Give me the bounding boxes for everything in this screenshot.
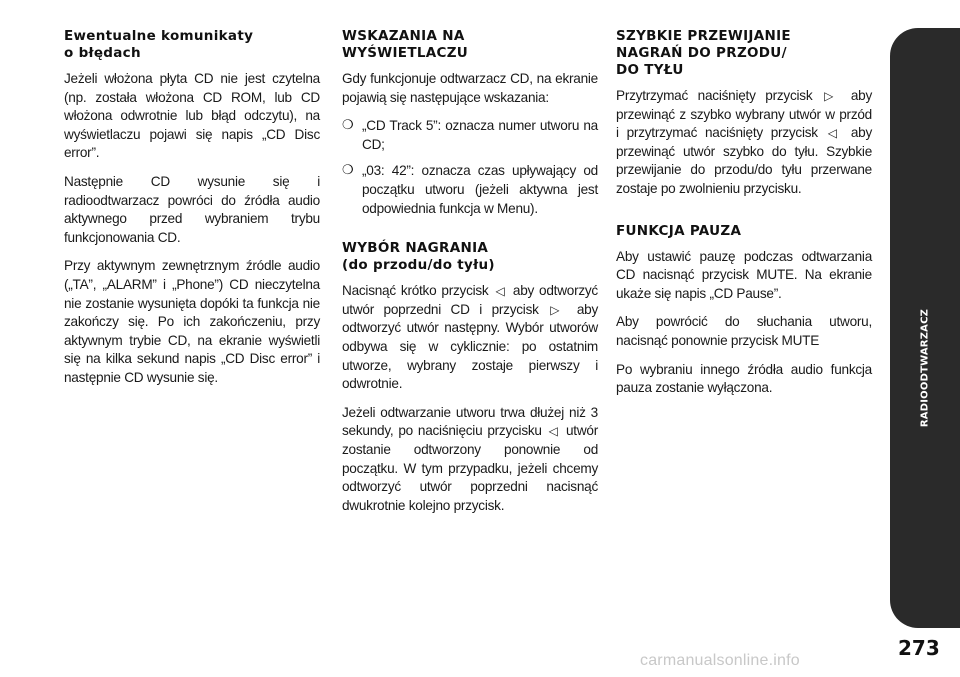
paragraph: Następnie CD wysunie się i radioodtwarzacz powróci do źródła audio aktywnego przed wybraniem trybu funkcjonowania CD.: [64, 173, 320, 245]
paragraph: Aby powrócić do słuchania utworu, nacisnąć ponownie przycisk MUTE: [616, 314, 872, 348]
previous-triangle-icon: ◁: [548, 424, 560, 439]
left-column: [64, 28, 320, 398]
circle-bullet-icon: ❍: [342, 163, 354, 179]
chapter-label: RADIOODTWARZACZ: [919, 308, 931, 428]
previous-triangle-icon: ◁: [827, 126, 841, 141]
watermark: carmanualsonline.info: [640, 652, 800, 669]
list-item: ❍ „03: 42”: oznacza czas upływający od początku utworu (jeżeli aktywna jest odpowiednia funkcja w Menu).: [342, 162, 598, 218]
section-heading-pause-function: FUNKCJA PAUZA: [616, 222, 742, 239]
section-heading-error-messages: Ewentualne komunikaty o błędach: [64, 28, 254, 61]
next-triangle-icon: ▷: [550, 302, 566, 317]
chapter-side-tab: [890, 28, 960, 628]
paragraph: Przytrzymać naciśnięty przycisk ▷ aby przewinąć z szybko wybrany utwór w przód i przytrzymać naciśnięty przycisk ◁ aby przewinąć utwór szybko do tyłu. Szybkie przewijanie do przodu/do tyłu przerwane zostaje po zwolnieniu przycisku.: [616, 88, 873, 196]
paragraph: Aby ustawić pauzę podczas odtwarzania CD nacisnąć przycisk MUTE. Na ekranie ukaże się napis „CD Pause”.: [616, 248, 872, 301]
paragraph: Po wybraniu innego źródła audio funkcja pauza zostanie wyłączona.: [616, 361, 872, 396]
list-item: ❍ „CD Track 5”: oznacza numer utworu na CD;: [342, 117, 598, 154]
paragraph: Gdy funkcjonuje odtwarzacz CD, na ekranie pojawią się następujące wskazania:: [342, 71, 598, 105]
paragraph: Jeżeli włożona płyta CD nie jest czytelna (np. została włożona CD ROM, lub CD włożona odwrotnie lub błąd odczytu), na wyświetlaczu pojawi się napis „CD Disc error”.: [64, 71, 320, 161]
page-number: 273: [898, 636, 940, 660]
section-heading-display-indications: WSKAZANIA NA WYŚWIETLACZU: [342, 28, 469, 61]
right-column: [616, 28, 872, 408]
paragraph: Nacisnąć krótko przycisk ◁ aby odtworzyć utwór poprzedni CD i przycisk ▷ aby odtworzyć utwór następny. Wybór utworów odbywa się w cyklicznie: po ostatnim utworze, wybrany zostaje pierwszy i odwrotnie.: [342, 283, 598, 392]
section-heading-track-selection: WYBÓR NAGRANIA (do przodu/do tyłu): [342, 240, 495, 274]
section-heading-fast-forward-rewind: SZYBKIE PRZEWIJANIE NAGRAŃ DO PRZODU/ DO TYŁU: [616, 28, 791, 78]
middle-column: [342, 28, 598, 525]
circle-bullet-icon: ❍: [342, 118, 354, 134]
paragraph: Jeżeli odtwarzanie utworu trwa dłużej niż 3 sekundy, po naciśnięciu przycisku ◁ utwór zostanie odtworzony ponownie od początku. W tym przypadku, jeżeli chcemy odtworzyć utwór poprzedni nacisnąć dwukrotnie kolejno przycisk.: [342, 404, 598, 513]
next-triangle-icon: ▷: [824, 89, 840, 103]
paragraph: Przy aktywnym zewnętrznym źródle audio („TA”, „ALARM” i „Phone”) CD nieczytelna nie zostanie wysunięta dopóki ta funkcja nie zakończy się. Po ich zakończeniu, przy aktywnym trybie CD, na ekranie wyświetli się na kilka sekund napis „CD Disc error” i następnie CD wysunie się.: [64, 258, 320, 385]
previous-triangle-icon: ◁: [495, 284, 506, 299]
